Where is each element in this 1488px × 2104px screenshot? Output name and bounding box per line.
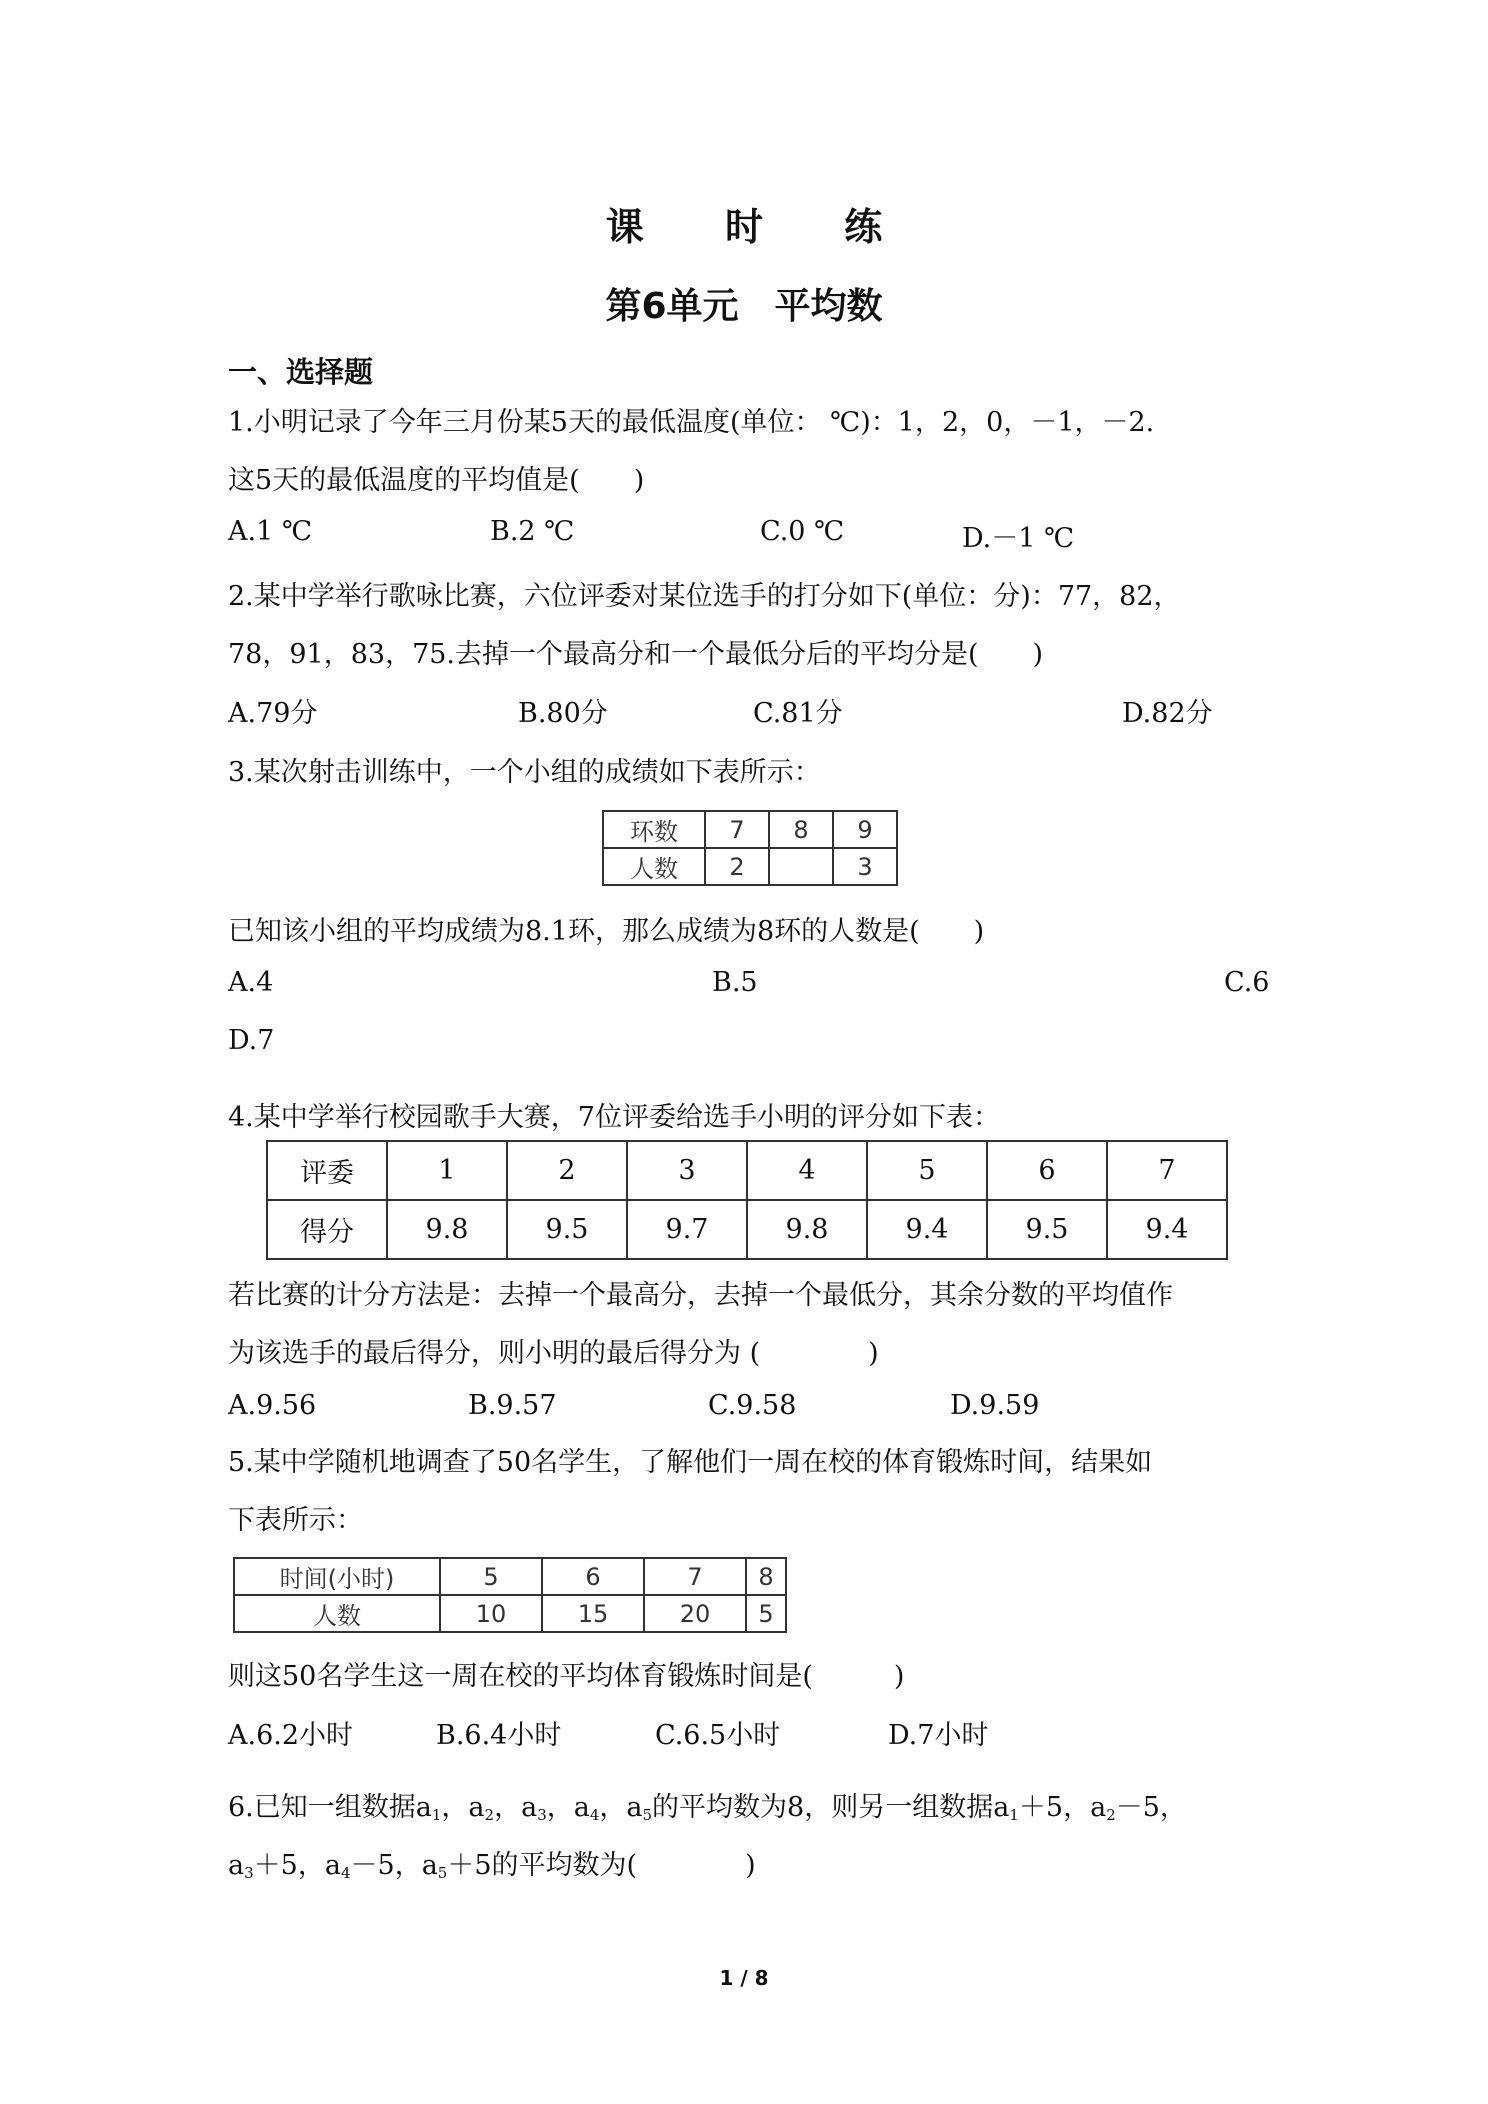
table-cell: 9.4 xyxy=(867,1200,987,1259)
table-row xyxy=(234,1595,786,1632)
table-row xyxy=(603,811,897,848)
q4-score-table xyxy=(266,1140,1228,1260)
unit-title xyxy=(0,278,1488,329)
table-cell: 得分 xyxy=(267,1200,387,1259)
table-cell: 1 xyxy=(387,1141,507,1200)
q5-line2: 下表所示： xyxy=(228,1505,363,1536)
table-cell: 8 xyxy=(769,811,833,848)
table-cell: 环数 xyxy=(603,811,705,848)
table-cell: 时间(小时) xyxy=(234,1558,440,1595)
table-cell: 9.8 xyxy=(387,1200,507,1259)
table-cell: 9.4 xyxy=(1107,1200,1227,1259)
table-cell: 9.5 xyxy=(987,1200,1107,1259)
table-cell: 9 xyxy=(833,811,897,848)
table-cell: 5 xyxy=(746,1595,786,1632)
q2-line2: 78，91，83，75.去掉一个最高分和一个最低分后的平均分是( ) xyxy=(228,639,1044,670)
q1-option-d[interactable]: D.－1 ℃ xyxy=(962,523,1075,554)
q5-option-c[interactable]: C.6.5小时 xyxy=(655,1720,781,1751)
q2-option-b[interactable]: B.80分 xyxy=(518,698,608,729)
q4-line3: 为该选手的最后得分，则小明的最后得分为 ( ) xyxy=(228,1338,879,1369)
q3-score-table xyxy=(602,810,898,886)
q2-line1: 2.某中学举行歌咏比赛，六位评委对某位选手的打分如下(单位：分)：77，82， xyxy=(228,581,1181,612)
unit-number: 第6单元 xyxy=(605,286,739,327)
q1-line2: 这5天的最低温度的平均值是( ) xyxy=(228,465,645,496)
table-cell: 5 xyxy=(867,1141,987,1200)
q5-option-a[interactable]: A.6.2小时 xyxy=(228,1720,354,1751)
table-cell: 2 xyxy=(507,1141,627,1200)
table-cell: 人数 xyxy=(603,848,705,885)
table-cell: 2 xyxy=(705,848,769,885)
table-cell: 3 xyxy=(833,848,897,885)
table-cell: 7 xyxy=(705,811,769,848)
q5-option-b[interactable]: B.6.4小时 xyxy=(436,1720,562,1751)
q4-option-d[interactable]: D.9.59 xyxy=(950,1390,1040,1421)
q1-option-b[interactable]: B.2 ℃ xyxy=(490,516,575,547)
q3-option-c[interactable]: C.6 xyxy=(1224,967,1270,998)
q4-option-a[interactable]: A.9.56 xyxy=(228,1390,317,1421)
table-cell xyxy=(769,848,833,885)
q6-line1: 6.已知一组数据$a_1$，$a_2$，$a_3$，$a_4$，$a_5$的平均数为8，则另一组数据$a_1+5$，$a_2-5$， xyxy=(228,1792,1187,1824)
doc-title: 课 时 练 xyxy=(605,205,917,249)
table-cell: 15 xyxy=(542,1595,644,1632)
table-cell: 8 xyxy=(746,1558,786,1595)
table-cell: 4 xyxy=(747,1141,867,1200)
section-heading: 一、选择题 xyxy=(228,355,374,389)
table-cell: 20 xyxy=(644,1595,746,1632)
table-cell: 评委 xyxy=(267,1141,387,1200)
q5-option-d[interactable]: D.7小时 xyxy=(888,1720,989,1751)
table-cell: 9.8 xyxy=(747,1200,867,1259)
q6-line2: $a_3+5$，$a_4-5$，$a_5+5$的平均数为( ) xyxy=(228,1850,756,1882)
q2-option-d[interactable]: D.82分 xyxy=(1122,698,1213,729)
q3-option-d[interactable]: D.7 xyxy=(228,1025,275,1056)
q1-line1: 1.小明记录了今年三月份某5天的最低温度(单位： ℃)：1，2，0，－1，－2. xyxy=(228,407,1155,438)
table-cell: 5 xyxy=(440,1558,542,1595)
unit-topic: 平均数 xyxy=(774,286,883,327)
q4-option-c[interactable]: C.9.58 xyxy=(708,1390,797,1421)
q3-line2: 已知该小组的平均成绩为8.1环，那么成绩为8环的人数是( ) xyxy=(228,916,985,947)
q4-line2: 若比赛的计分方法是：去掉一个最高分，去掉一个最低分，其余分数的平均值作 xyxy=(228,1280,1173,1311)
q1-option-c[interactable]: C.0 ℃ xyxy=(760,516,845,547)
q2-option-c[interactable]: C.81分 xyxy=(753,698,843,729)
q3-line1: 3.某次射击训练中，一个小组的成绩如下表所示： xyxy=(228,757,821,788)
table-cell: 6 xyxy=(542,1558,644,1595)
q4-line1: 4.某中学举行校园歌手大赛，7位评委给选手小明的评分如下表： xyxy=(228,1102,1000,1133)
q4-option-b[interactable]: B.9.57 xyxy=(468,1390,557,1421)
q3-option-b[interactable]: B.5 xyxy=(712,967,758,998)
table-cell: 3 xyxy=(627,1141,747,1200)
table-row xyxy=(234,1558,786,1595)
table-row xyxy=(603,848,897,885)
table-row xyxy=(267,1200,1227,1259)
q5-time-table xyxy=(233,1557,787,1633)
q2-option-a[interactable]: A.79分 xyxy=(228,698,318,729)
table-cell: 9.7 xyxy=(627,1200,747,1259)
page-number: 1 / 8 xyxy=(719,1966,769,1990)
table-cell: 7 xyxy=(644,1558,746,1595)
table-cell: 7 xyxy=(1107,1141,1227,1200)
q5-line3: 则这50名学生这一周在校的平均体育锻炼时间是( ) xyxy=(228,1661,905,1692)
table-cell: 6 xyxy=(987,1141,1107,1200)
table-cell: 9.5 xyxy=(507,1200,627,1259)
q1-option-a[interactable]: A.1 ℃ xyxy=(228,516,313,547)
table-row xyxy=(267,1141,1227,1200)
q3-option-a[interactable]: A.4 xyxy=(228,967,274,998)
table-cell: 10 xyxy=(440,1595,542,1632)
q5-line1: 5.某中学随机地调查了50名学生，了解他们一周在校的体育锻炼时间，结果如 xyxy=(228,1447,1153,1478)
table-cell: 人数 xyxy=(234,1595,440,1632)
